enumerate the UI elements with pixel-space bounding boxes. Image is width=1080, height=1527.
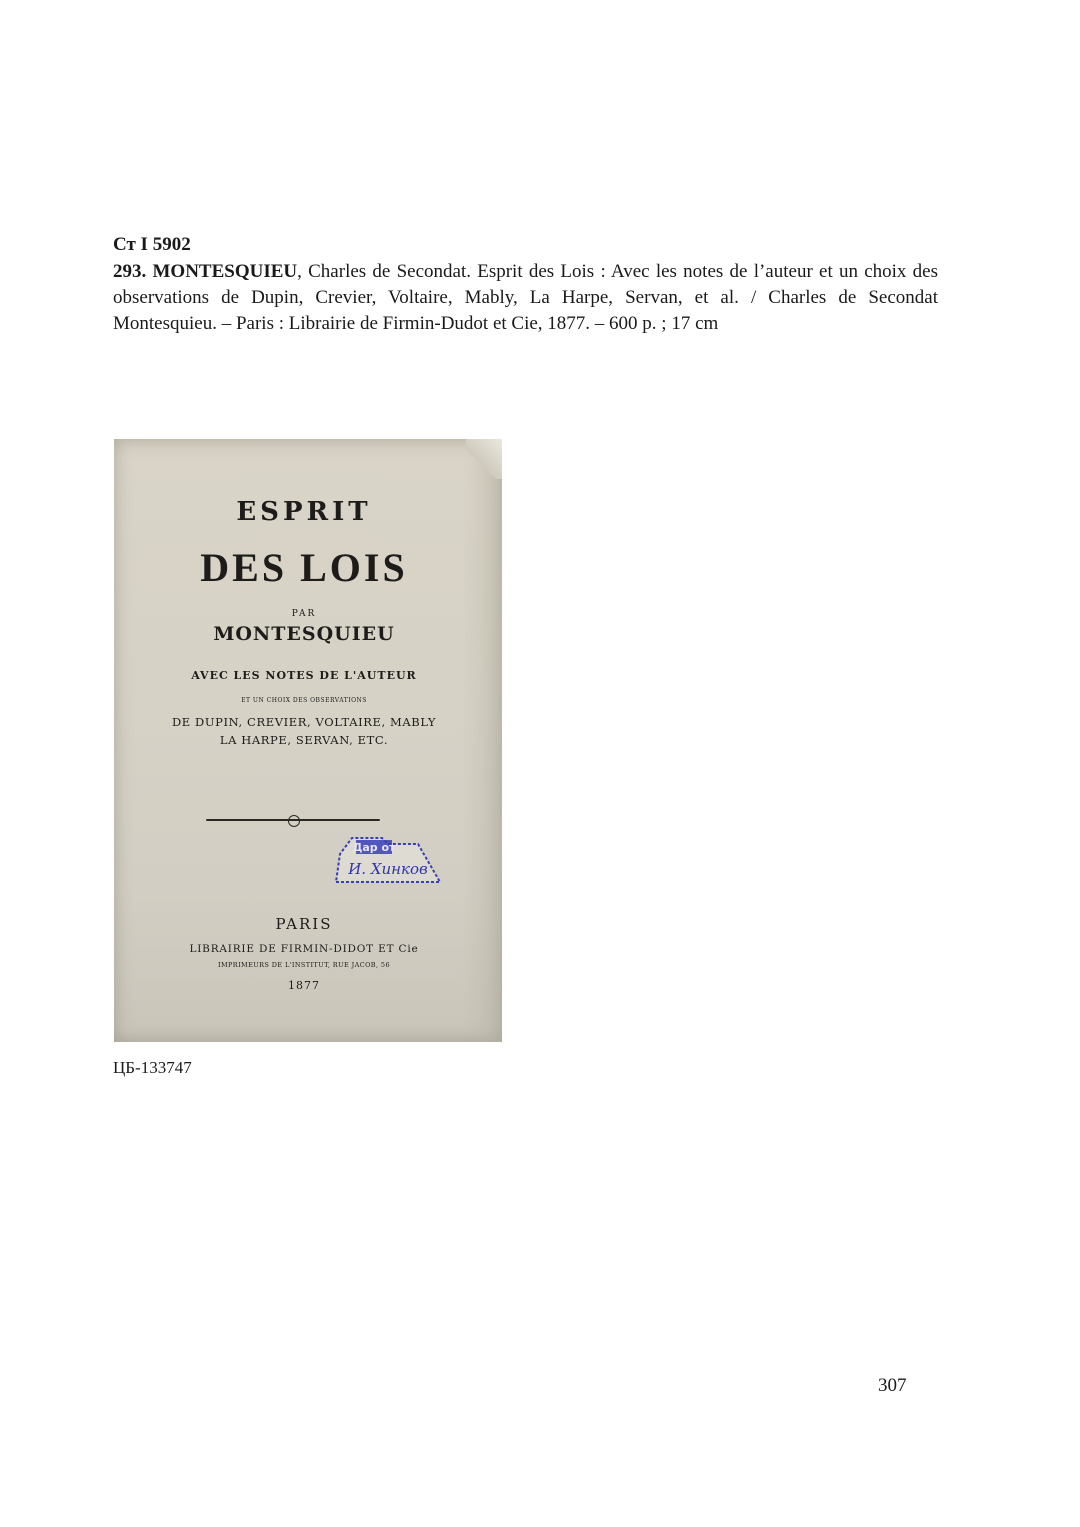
entry-number: 293.: [113, 261, 147, 282]
title-page-photo: [114, 439, 502, 1042]
title-publisher: LIBRAIRIE DE FIRMIN-DIDOT ET Cie: [189, 943, 419, 955]
title-printers: IMPRIMEURS DE L'INSTITUT, RUE JACOB, 56: [218, 961, 390, 969]
page-corner-curl: [466, 439, 502, 479]
stamp-line-1: Дар от: [352, 841, 396, 854]
title-choix: ET UN CHOIX DES OBSERVATIONS: [241, 697, 367, 704]
title-names-2: LA HARPE, SERVAN, ETC.: [219, 733, 389, 747]
title-author: MONTESQUIEU: [213, 623, 395, 645]
title-line-1: ESPRIT: [236, 497, 372, 527]
title-par: PAR: [291, 609, 317, 619]
donation-stamp: [332, 834, 448, 886]
title-city: PARIS: [275, 915, 333, 933]
stamp-line-2: И. Хинков: [348, 860, 428, 878]
catalog-entry: [113, 259, 938, 337]
ornamental-rule-center: [288, 815, 300, 827]
title-notes: AVEC LES NOTES DE L'AUTEUR: [191, 669, 417, 682]
title-year: 1877: [288, 979, 320, 992]
entry-description: , Charles de Secondat. Esprit des Lois : Avec les notes de l’auteur et un choix des observations de Dupin, Crevier, Voltaire, Mably, La Harpe, Servan, et al. / Charles de Secondat Montesquieu. – Paris : Librairie de Firmin-Dudot et Cie, 1877. – 600 p. ; 17 cm: [113, 261, 938, 334]
title-line-2: DES LOIS: [200, 545, 408, 590]
shelfmark: Ст I 5902: [113, 234, 191, 255]
title-names-1: DE DUPIN, CREVIER, VOLTAIRE, MABLY: [171, 715, 437, 729]
entry-author: MONTESQUIEU: [152, 261, 298, 282]
page-number: 307: [878, 1375, 907, 1396]
inventory-number: ЦБ-133747: [113, 1058, 192, 1077]
